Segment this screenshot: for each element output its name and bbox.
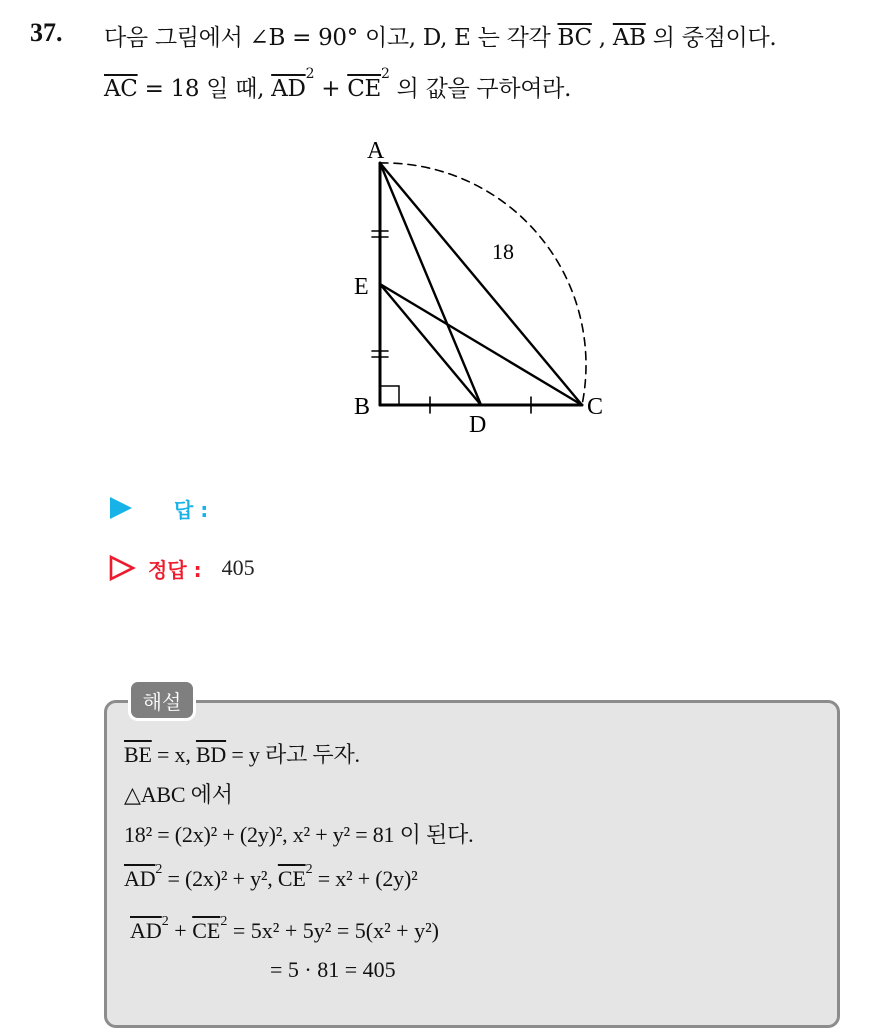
problem-number: 37.: [30, 18, 63, 47]
correct-answer-value: 405: [221, 555, 255, 580]
point-label-e: E: [354, 274, 369, 300]
segment-ce: $\overline{CE}$: [277, 866, 306, 891]
solution-tab: 해설: [128, 679, 196, 721]
point-label-c: C: [587, 394, 604, 420]
problem-line-2: [104, 66, 572, 103]
segment-ad: $\overline{AD}$: [130, 918, 162, 943]
filled-triangle-icon: [108, 495, 134, 521]
problem-text: 의 중점이다.: [645, 25, 777, 51]
outline-triangle-icon: [108, 554, 136, 582]
solution-line-2: △ABC 에서: [124, 782, 233, 807]
problem-text: = 18 일 때,: [137, 76, 272, 102]
segment-ab: $\overline{AB}$: [612, 25, 646, 51]
correct-answer-label: 정답 :: [148, 557, 202, 582]
segment-ac: $\overline{AC}$: [104, 76, 138, 102]
solution-text: = y 라고 두자.: [226, 742, 360, 767]
exponent: 2: [161, 914, 169, 929]
solution-line-6: = 5 · 81 = 405: [270, 957, 396, 982]
side-ac: [380, 163, 582, 405]
solution-text: = x,: [151, 742, 196, 767]
segment-ad-line: [380, 163, 481, 405]
solution-text: +: [168, 918, 193, 943]
segment-ce: $\overline{CE}$: [192, 918, 221, 943]
problem-text: 다음 그림에서 ∠B = 90° 이고, D, E 는 각각: [104, 25, 558, 51]
problem-text: +: [314, 76, 348, 102]
point-label-d: D: [469, 412, 487, 438]
exponent: 2: [305, 862, 313, 877]
segment-ad: $\overline{AD}$: [124, 866, 156, 891]
segment-be: $\overline{BE}$: [124, 742, 152, 767]
solution-line-1: [124, 738, 360, 769]
segment-ec-line: [380, 284, 582, 405]
exponent: 2: [305, 66, 315, 82]
length-label: 18: [492, 239, 514, 264]
solution-text: = x² + (2y)²: [312, 866, 418, 891]
solution-line-5: [130, 914, 439, 944]
triangle-figure: [340, 133, 630, 443]
segment-ce: $\overline{CE}$: [347, 76, 382, 102]
exponent: 2: [155, 862, 163, 877]
answer-row: [108, 493, 228, 523]
exponent: 2: [381, 66, 390, 82]
solution-line-4: [124, 862, 418, 892]
answer-label: 답 :: [174, 497, 209, 522]
correct-answer-row: [108, 553, 255, 583]
point-label-a: A: [367, 138, 385, 164]
segment-bc: $\overline{BC}$: [557, 25, 592, 51]
right-angle-mark: [380, 386, 399, 405]
solution-line-3: 18² = (2x)² + (2y)², x² + y² = 81 이 된다.: [124, 822, 474, 847]
problem-text: 의 값을 구하여라.: [389, 76, 572, 102]
exponent: 2: [220, 914, 228, 929]
segment-ad: $\overline{AD}$: [271, 76, 306, 102]
problem-text: ,: [591, 25, 613, 51]
solution-text: = 5x² + 5y² = 5(x² + y²): [227, 918, 439, 943]
segment-bd: $\overline{BD}$: [195, 742, 227, 767]
point-label-b: B: [354, 394, 371, 420]
solution-text: = (2x)² + y²,: [162, 866, 278, 891]
segment-ed-line: [380, 284, 481, 405]
problem-line-1: [104, 19, 776, 52]
